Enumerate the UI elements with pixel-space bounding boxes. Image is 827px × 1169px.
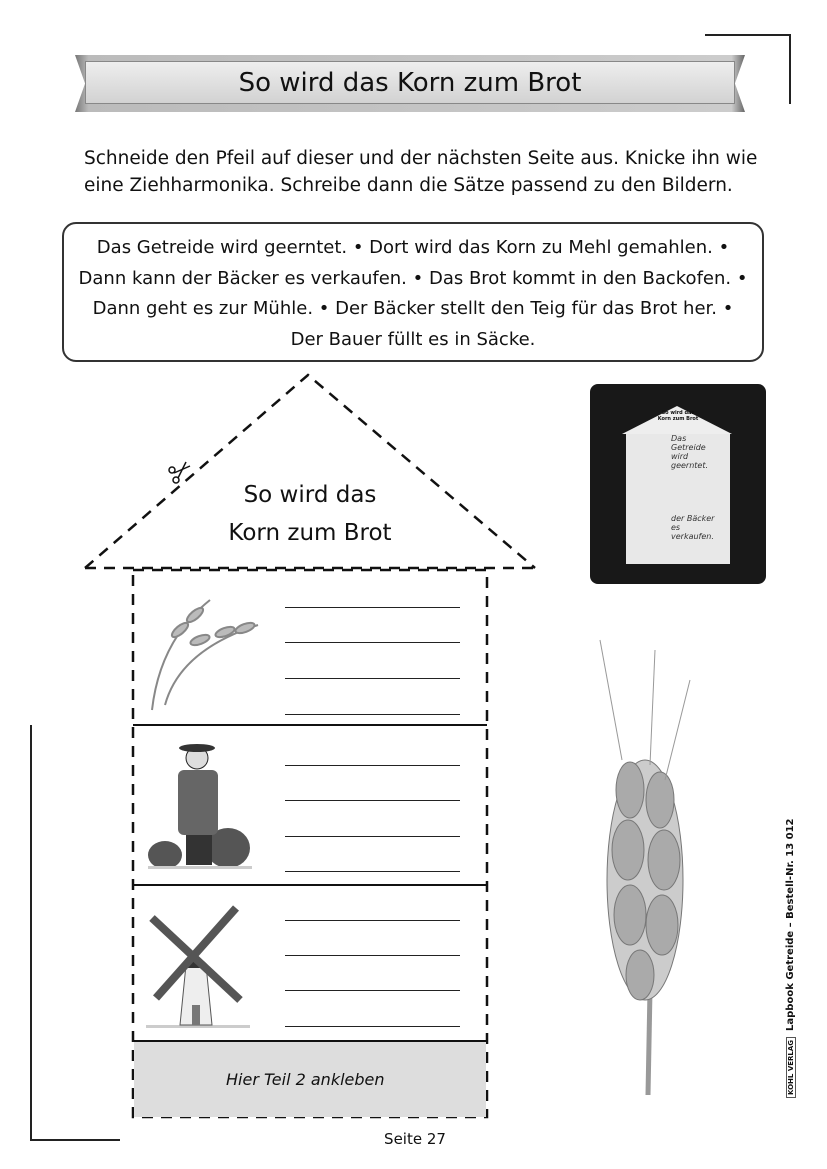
glue-area <box>134 1042 486 1117</box>
wheat-ear-image <box>600 640 690 1095</box>
sentence-line: Der Bauer füllt es in Säcke. <box>290 328 536 350</box>
arrow-title: So wird das Korn zum Brot <box>228 482 392 546</box>
sentence-line: Dann kann der Bäcker es verkaufen. • Das Brot kommt in den Backofen. • <box>78 267 748 289</box>
publisher-info: KOHL VERLAGLapbook Getreide – Bestell-Nr. 13 012 <box>785 818 796 1098</box>
glue-label: Hier Teil 2 ankleben <box>226 1070 385 1089</box>
windmill-icon <box>146 908 250 1028</box>
sentence-line: Dann geht es zur Mühle. • Der Bäcker stellt den Teig für das Brot her. • <box>92 298 734 319</box>
wheat-icon <box>152 600 258 710</box>
sentence-line: Das Getreide wird geerntet. • Dort wird das Korn zu Mehl gemahlen. • <box>96 237 730 258</box>
page-number: Seite 27 <box>384 1130 446 1148</box>
farmer-icon <box>148 744 252 869</box>
page-title: So wird das Korn zum Brot <box>85 61 735 104</box>
instructions: Schneide den Pfeil auf dieser und der nächsten Seite aus. Knicke ihn wie eine Ziehharmonika. Schreibe dann die Sätze passend zu den Bildern. <box>84 148 758 196</box>
example-photo: So wird das Korn zum Brot Das Getreide wird geerntet. der Bäcker es verkaufen. <box>590 384 766 584</box>
